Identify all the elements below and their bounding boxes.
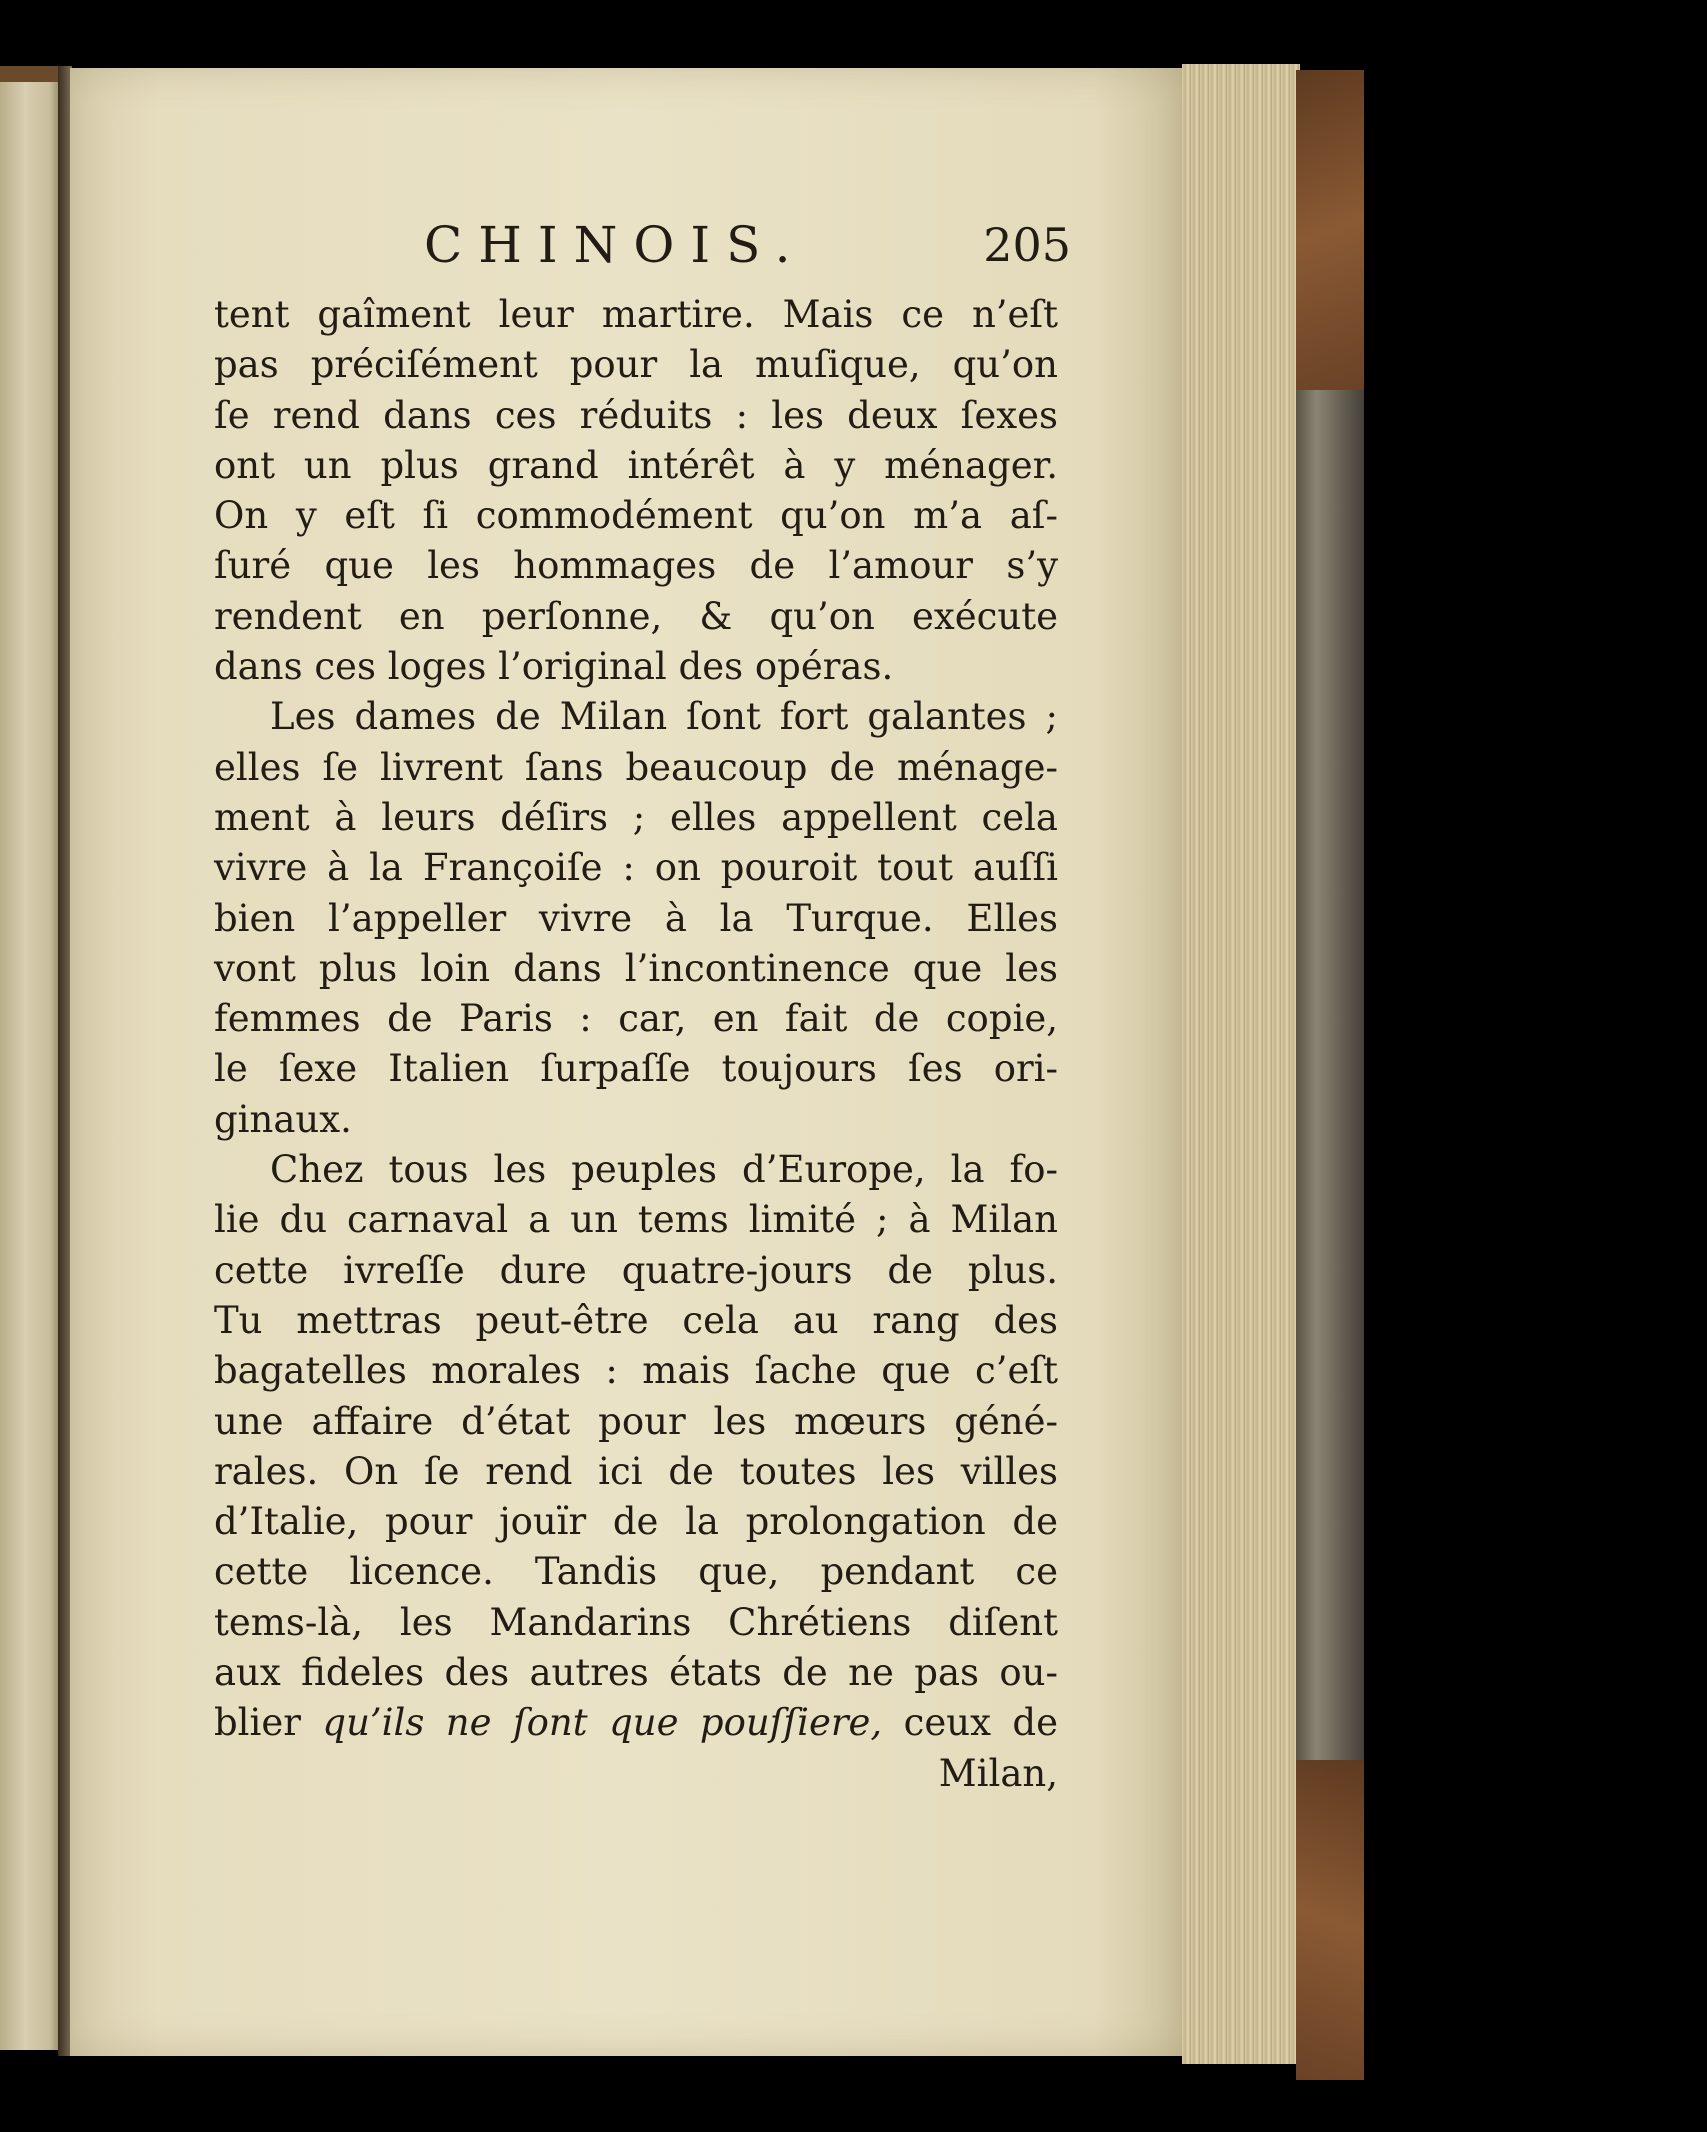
text-line: ginaux. xyxy=(214,1097,352,1141)
text-line: lie du carnaval a un tems limité ; à Milan xyxy=(214,1198,1058,1242)
text-line: tent gaîment leur martire. Mais ce n’eſt xyxy=(214,293,1058,336)
text-line: tems-là, les Mandarins Chrétiens diſent xyxy=(214,1600,1058,1644)
text-line: ont un plus grand intérêt à y ménager. xyxy=(214,443,1058,487)
text-line: cette ivreſſe dure quatre-jours de plus. xyxy=(214,1248,1058,1292)
paragraph-first-line: Les dames de Milan ſont fort galantes ; xyxy=(270,695,1058,739)
text-line: femmes de Paris : car, en fait de copie, xyxy=(214,997,1058,1041)
cover-leather-corner-top xyxy=(1296,70,1364,390)
body-text xyxy=(214,290,1058,1799)
previous-page-edge xyxy=(0,82,62,2050)
text-line: ment à leurs déſirs ; elles appellent cela xyxy=(214,795,1058,839)
text-line: vivre à la Françoiſe : on pouroit tout auſſi xyxy=(214,846,1058,890)
text-line: bagatelles morales : mais ſache que c’eſt xyxy=(214,1349,1058,1393)
text-line: d’Italie, pour jouïr de la prolongation de xyxy=(214,1500,1058,1544)
page-header xyxy=(424,216,1079,276)
text-line: le ſexe Italien ſurpaſſe toujours ſes ori- xyxy=(214,1047,1058,1091)
text-line-with-italic xyxy=(214,1698,1058,1748)
text-fragment: ceux de xyxy=(882,1701,1058,1745)
running-title: CHINOIS. xyxy=(424,216,807,274)
catchword: Milan, xyxy=(938,1751,1058,1795)
text-line: une affaire d’état pour les mœurs géné- xyxy=(214,1399,1058,1443)
page-block-edge xyxy=(1182,64,1300,2064)
text-line: dans ces loges l’original des opéras. xyxy=(214,645,894,689)
text-line: vont plus loin dans l’incontinence que les xyxy=(214,946,1058,990)
text-line: On y eſt ſi commodément qu’on m’a aſ- xyxy=(214,494,1058,538)
text-line: ſuré que les hommages de l’amour s’y xyxy=(214,544,1058,588)
paragraph-first-line: Chez tous les peuples d’Europe, la fo- xyxy=(270,1148,1058,1192)
italic-quotation: qu’ils ne ſont que pouſſiere, xyxy=(322,1701,883,1745)
cover-leather-corner-bottom xyxy=(1296,1760,1364,2080)
text-line: ſe rend dans ces réduits : les deux ſexes xyxy=(214,393,1058,437)
text-line: pas préciſément pour la muſique, qu’on xyxy=(214,343,1058,387)
text-line: rendent en perſonne, & qu’on exécute xyxy=(214,594,1058,638)
text-line: rales. On ſe rend ici de toutes les villes xyxy=(214,1449,1058,1493)
text-line: Tu mettras peut-être cela au rang des xyxy=(214,1298,1058,1342)
page-number: 205 xyxy=(983,218,1071,272)
text-fragment: blier xyxy=(214,1701,323,1745)
text-line: aux fideles des autres états de ne pas ou- xyxy=(214,1651,1058,1695)
text-line: cette licence. Tandis que, pendant ce xyxy=(214,1550,1058,1594)
text-line: elles ſe livrent ſans beaucoup de ménage- xyxy=(214,745,1058,789)
text-line: bien l’appeller vivre à la Turque. Elles xyxy=(214,896,1058,940)
